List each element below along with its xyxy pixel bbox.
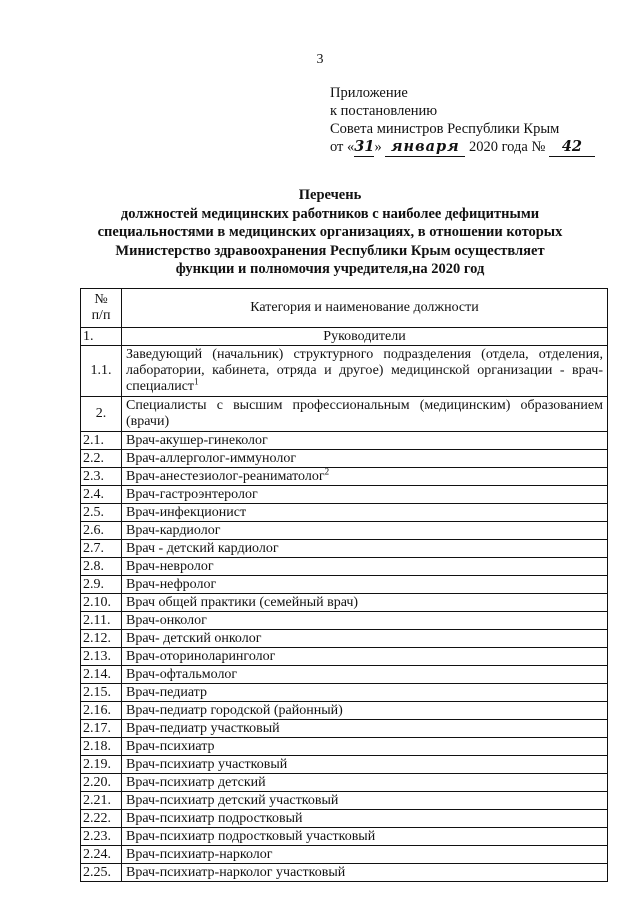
row-position-name bbox=[122, 720, 608, 738]
row-position-name bbox=[122, 346, 608, 397]
row-position-name bbox=[122, 774, 608, 792]
table-row bbox=[81, 540, 608, 558]
document-title bbox=[60, 186, 600, 279]
table-row bbox=[81, 346, 608, 397]
position-text: Врач-кардиолог bbox=[126, 522, 221, 538]
date-year: 2020 года № bbox=[468, 139, 546, 155]
footnote-marker: 2 bbox=[324, 465, 330, 476]
row-position-name bbox=[122, 486, 608, 504]
title-line: должностей медицинских работников с наиболее дефицитными bbox=[120, 205, 540, 222]
table-row bbox=[81, 738, 608, 756]
row-number: 2.24. bbox=[81, 846, 122, 864]
position-text: Врач-нефролог bbox=[126, 576, 217, 592]
row-number: 2.2. bbox=[81, 450, 122, 468]
appendix-line: Совета министров Республики Крым bbox=[330, 121, 560, 137]
row-position-name bbox=[122, 612, 608, 630]
handwritten-month: января bbox=[385, 138, 465, 157]
table-row bbox=[81, 702, 608, 720]
position-text: Врач-психиатр детский bbox=[126, 774, 266, 790]
position-text: Врач-педиатр участковый bbox=[126, 720, 280, 736]
position-text: Врач-онколог bbox=[126, 612, 207, 628]
row-number: 2.3. bbox=[81, 468, 122, 486]
row-position-name bbox=[122, 540, 608, 558]
row-number: 1.1. bbox=[81, 346, 122, 397]
table-row bbox=[81, 576, 608, 594]
row-number: 2.12. bbox=[81, 630, 122, 648]
position-text: Врач - детский кардиолог bbox=[126, 540, 279, 556]
row-number: 1. bbox=[81, 328, 122, 346]
table-row bbox=[81, 432, 608, 450]
position-text: Врач- детский онколог bbox=[126, 630, 262, 646]
row-position-name bbox=[122, 828, 608, 846]
row-position-name bbox=[122, 810, 608, 828]
row-number: 2.20. bbox=[81, 774, 122, 792]
row-number: 2.11. bbox=[81, 612, 122, 630]
position-text: Врач-педиатр городской (районный) bbox=[126, 702, 343, 718]
position-text: Врач-инфекционист bbox=[126, 504, 247, 520]
position-text: Врач-педиатр bbox=[126, 684, 207, 700]
row-position-name bbox=[122, 504, 608, 522]
row-number: 2.15. bbox=[81, 684, 122, 702]
table-header-row bbox=[81, 289, 608, 328]
table-row bbox=[81, 828, 608, 846]
position-text: Врач-невролог bbox=[126, 558, 214, 574]
header-num: № п/п bbox=[81, 289, 122, 328]
title-line: специальностями в медицинских организациях, в отношении которых bbox=[97, 224, 563, 240]
row-position-name bbox=[122, 432, 608, 450]
row-position-name bbox=[122, 738, 608, 756]
position-text: Врач-психиатр подростковый участковый bbox=[126, 828, 376, 844]
row-number: 2.1. bbox=[81, 432, 122, 450]
position-text: Врач-офтальмолог bbox=[126, 666, 238, 682]
appendix-line: к постановлению bbox=[330, 103, 438, 119]
position-text: Врач-психиатр bbox=[126, 738, 215, 754]
row-position-name bbox=[122, 397, 608, 432]
title-line: функции и полномочия учредителя,на 2020 год bbox=[175, 261, 485, 277]
table-row bbox=[81, 397, 608, 432]
row-number: 2.13. bbox=[81, 648, 122, 666]
table-row bbox=[81, 648, 608, 666]
table-row bbox=[81, 612, 608, 630]
footnote-marker: 1 bbox=[194, 376, 199, 387]
row-position-name bbox=[122, 648, 608, 666]
table-row bbox=[81, 684, 608, 702]
position-text: Врач-акушер-гинеколог bbox=[126, 432, 268, 448]
table-row bbox=[81, 846, 608, 864]
position-text: Врач-психиатр подростковый bbox=[126, 810, 303, 826]
table-row bbox=[81, 522, 608, 540]
row-number: 2.22. bbox=[81, 810, 122, 828]
positions-table bbox=[80, 288, 608, 882]
row-number: 2.8. bbox=[81, 558, 122, 576]
row-position-name bbox=[122, 684, 608, 702]
position-text: Врач-гастроэнтеролог bbox=[126, 486, 258, 502]
row-number: 2.9. bbox=[81, 576, 122, 594]
position-text: Врач-психиатр-нарколог участковый bbox=[126, 864, 346, 880]
table-row bbox=[81, 810, 608, 828]
table-row bbox=[81, 756, 608, 774]
position-text: Заведующий (начальник) структурного подразделения (отдела, отделения, лаборатории, кабинета, отряда и другое) медицинской организации - врач-специалист bbox=[126, 347, 603, 394]
row-number: 2.25. bbox=[81, 864, 122, 882]
position-text: Специалисты с высшим профессиональным (медицинским) образованием (врачи) bbox=[126, 398, 603, 429]
appendix-date-line bbox=[330, 138, 595, 157]
row-position-name bbox=[122, 756, 608, 774]
row-number: 2.14. bbox=[81, 666, 122, 684]
title-line: Перечень bbox=[298, 187, 362, 203]
row-position-name bbox=[122, 465, 608, 486]
appendix-header bbox=[330, 84, 595, 157]
row-number: 2.6. bbox=[81, 522, 122, 540]
position-text: Врач-психиатр-нарколог bbox=[126, 846, 273, 862]
row-position-name bbox=[122, 702, 608, 720]
row-number: 2.17. bbox=[81, 720, 122, 738]
row-number: 2. bbox=[81, 397, 122, 432]
page-number: 3 bbox=[316, 52, 324, 67]
table-row bbox=[81, 864, 608, 882]
table-row bbox=[81, 468, 608, 486]
row-position-name bbox=[122, 522, 608, 540]
table-row bbox=[81, 720, 608, 738]
table-row bbox=[81, 558, 608, 576]
position-text: Врач-аллерголог-иммунолог bbox=[126, 450, 297, 466]
title-line: Министерство здравоохранения Республики Крым осуществляет bbox=[115, 242, 545, 259]
row-position-name bbox=[122, 630, 608, 648]
position-text: Врач-оториноларинголог bbox=[126, 648, 276, 664]
position-text: Врач-психиатр участковый bbox=[126, 756, 288, 772]
table-row bbox=[81, 792, 608, 810]
row-position-name bbox=[122, 594, 608, 612]
row-number: 2.10. bbox=[81, 594, 122, 612]
row-position-name bbox=[122, 558, 608, 576]
table-row bbox=[81, 666, 608, 684]
handwritten-day: 31 bbox=[354, 138, 375, 155]
row-number: 2.19. bbox=[81, 756, 122, 774]
row-position-name bbox=[122, 864, 608, 882]
table-row bbox=[81, 450, 608, 468]
date-prefix: от « bbox=[330, 139, 355, 155]
table-row bbox=[81, 594, 608, 612]
row-position-name bbox=[122, 846, 608, 864]
row-number: 2.5. bbox=[81, 504, 122, 522]
row-position-name bbox=[122, 328, 608, 346]
table-row bbox=[81, 774, 608, 792]
appendix-line: Приложение bbox=[330, 85, 408, 101]
row-number: 2.4. bbox=[81, 486, 122, 504]
table-row bbox=[81, 328, 608, 346]
row-position-name bbox=[122, 792, 608, 810]
row-number: 2.23. bbox=[81, 828, 122, 846]
row-number: 2.16. bbox=[81, 702, 122, 720]
row-number: 2.7. bbox=[81, 540, 122, 558]
position-text: Руководители bbox=[323, 328, 406, 344]
table-row bbox=[81, 486, 608, 504]
position-text: Врач-психиатр детский участковый bbox=[126, 792, 339, 808]
row-number: 2.18. bbox=[81, 738, 122, 756]
row-position-name bbox=[122, 450, 608, 468]
date-quote: » bbox=[374, 139, 382, 155]
row-position-name bbox=[122, 576, 608, 594]
position-text: Врач общей практики (семейный врач) bbox=[126, 594, 359, 610]
handwritten-number: 42 bbox=[549, 138, 595, 157]
position-text: Врач-анестезиолог-реаниматолог bbox=[126, 468, 325, 484]
table-row bbox=[81, 504, 608, 522]
header-name: Категория и наименование должности bbox=[122, 289, 608, 328]
table-row bbox=[81, 630, 608, 648]
row-number: 2.21. bbox=[81, 792, 122, 810]
row-position-name bbox=[122, 666, 608, 684]
